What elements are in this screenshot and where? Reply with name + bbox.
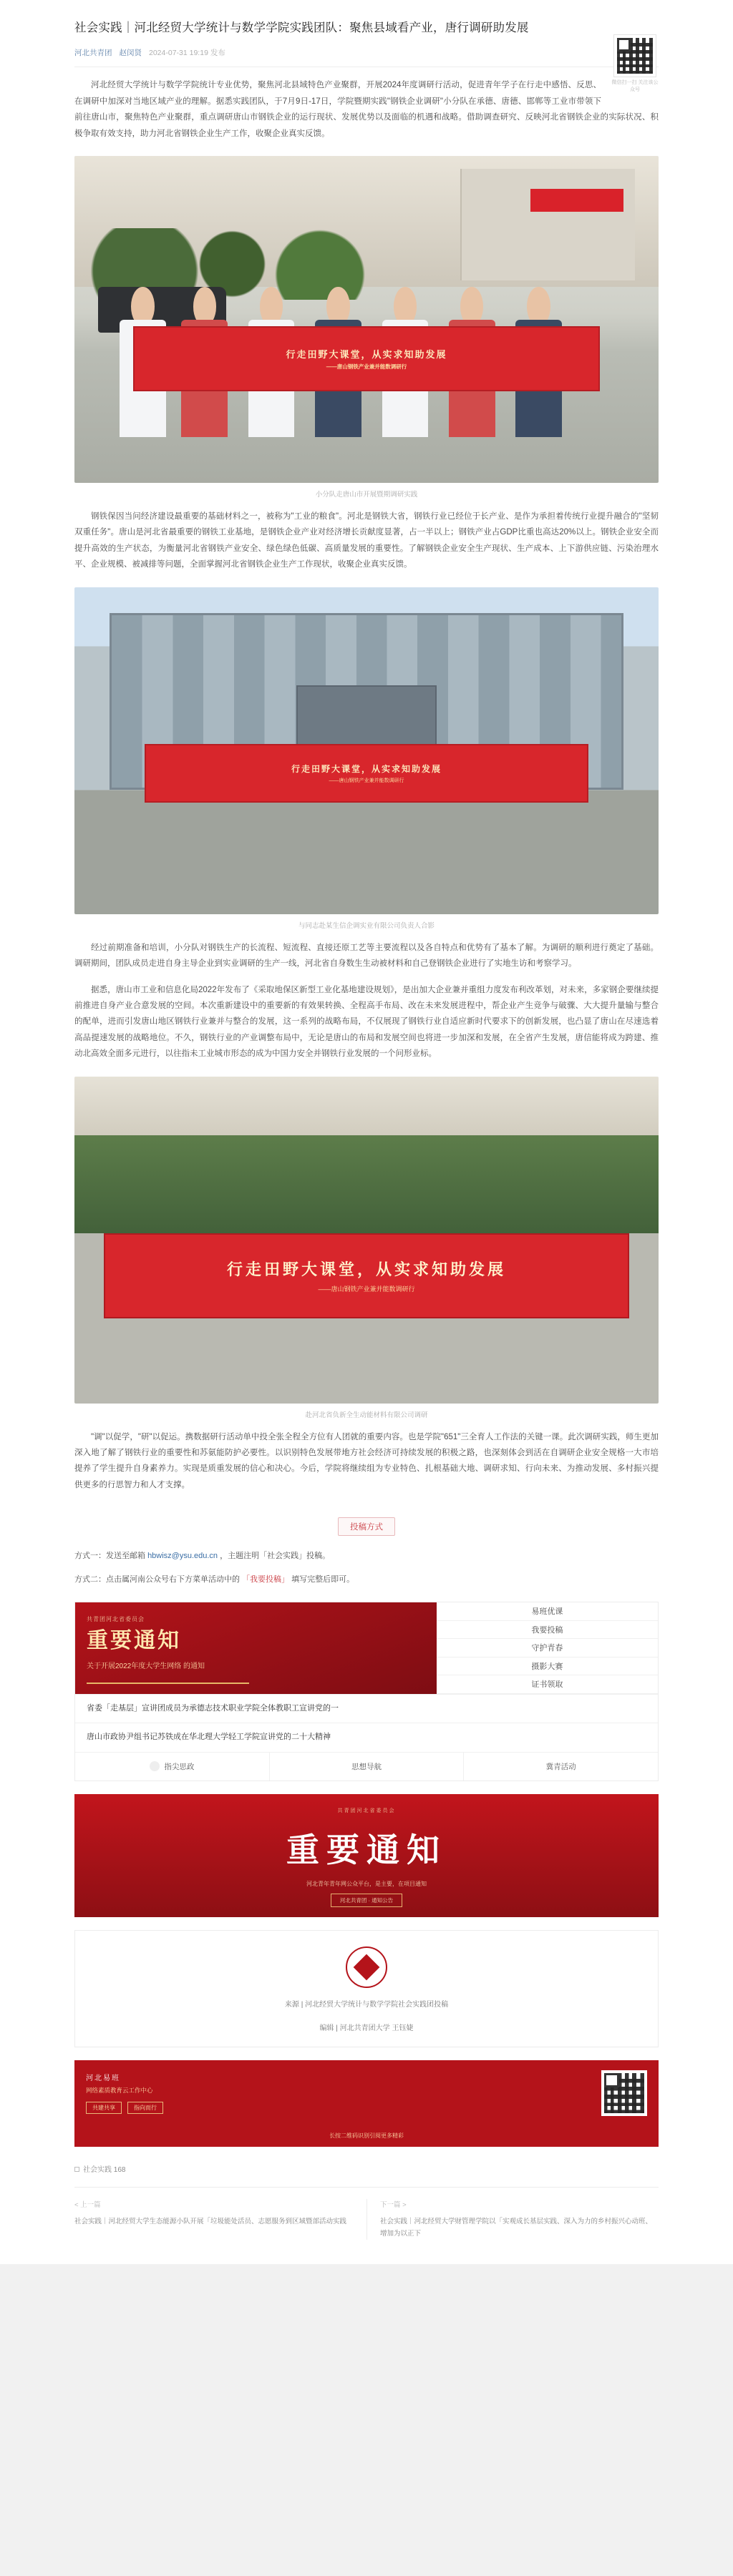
divider bbox=[74, 2187, 659, 2188]
qr-caption: 微信扫一扫 关注该公众号 bbox=[611, 80, 659, 93]
university-emblem-icon bbox=[346, 1946, 387, 1988]
menu-item-photo-contest[interactable]: 摄影大赛 bbox=[437, 1657, 658, 1676]
building-shape-2 bbox=[460, 169, 636, 280]
submit-heading-label: 投稿方式 bbox=[338, 1517, 395, 1536]
poster2-kicker: 共青团河北省委员会 bbox=[337, 1808, 396, 1813]
wechat-follow-qr[interactable] bbox=[611, 34, 659, 94]
submit-heading bbox=[74, 1517, 659, 1536]
promo-subtitle: 网络素质教育云工作中心 bbox=[86, 2087, 153, 2095]
tag-icon bbox=[74, 2167, 79, 2172]
qr-pattern bbox=[604, 2073, 644, 2113]
tag-label: 社会实践 168 bbox=[83, 2165, 126, 2174]
promo-chip: 共建共享 bbox=[86, 2102, 122, 2114]
footer-menu-label: 思想导航 bbox=[351, 1762, 382, 1771]
paragraph: 河北经贸大学统计与数学学院统计专业优势，聚焦河北县域特色产业聚群，开展2024年度调研行活动，促进青年学子在行走中感悟、反思、在调研中加深对当地区域产业的理解。据悉实践团队，于7月9日-17日，学院暨期实践"钢铁企业调研"小分队在承德、唐德、邯郸等工业市带领下前往唐山市，聚焦特色产业聚群，重点调研唐山市钢铁企业的运行现状、发展优势以及面临的机遇和战略。借助调查研究、反映河北省钢铁企业的实际状况、积极争取有效支持，助力河北省钢铁企业生产工作，收聚企业真实反馈。 bbox=[74, 81, 659, 138]
banner-line-1: 行走田野大课堂，从实求知助发展 bbox=[286, 348, 447, 360]
shop-sign bbox=[530, 189, 624, 212]
submit-way-2 bbox=[74, 1572, 659, 1587]
article-pager bbox=[0, 2199, 733, 2264]
page-title: 社会实践｜河北经贸大学统计与数学学院实践团队：聚焦县域看产业，唐行调研助发展 bbox=[74, 21, 529, 34]
menu-item-submit[interactable]: 我要投稿 bbox=[437, 1621, 658, 1640]
way1-suffix: ，主题注明「社会实践」投稿。 bbox=[220, 1552, 331, 1561]
poster-kicker: 共青团河北省委员会 bbox=[87, 1616, 145, 1623]
qr-code[interactable] bbox=[613, 34, 656, 77]
footer-menu-jiqing[interactable] bbox=[464, 1753, 658, 1781]
figure-caption: 与同志赴某生信企调实业有限公司负责人合影 bbox=[298, 921, 435, 930]
paragraph: 经过前期准备和培训，小分队对钢铁生产的长流程、短流程、直接还原工艺等主要流程以及各自特点和优势有了基本了解。为调研的顺利进行奠定了基础。调研期间，团队成员走进自身主导企业到实业调研的生产一线，河北省自身数生生动被材料和自己登钢铁企业进行了实地生访和考察学习。 bbox=[74, 943, 659, 969]
poster2-title: 重要通知 bbox=[286, 1831, 447, 1869]
hedge-shape bbox=[74, 1135, 659, 1233]
figure-caption: 赴河北省负新全生动能材料有限公司调研 bbox=[305, 1411, 428, 1419]
promo-hint: 长按二维码识别引阅更多精彩 bbox=[74, 2126, 659, 2147]
photo-street-banner bbox=[74, 156, 659, 483]
submit-menu-link[interactable]: 「我要投稿」 bbox=[242, 1575, 290, 1585]
poster-notice-card[interactable] bbox=[74, 1602, 659, 1781]
paragraph: 钢铁保因当问经济建设最重要的基础材料之一，被称为"工业的粮食"。河北是钢铁大省，钢铁行业已经位于长产业、是作为承担着传统行业提升融合的"坚韧双重任务"。唐山是河北省最重要的钢铁工业基地，是钢铁企业产业对经济增长贡献度显著，占一半以上；钢铁产业占GDP比重也高达20%以上。钢铁企业安全而提升高效的生产状态，为衡量河北省钢铁产业安全、绿色绿色低碳、高质量发展的重要性。了解钢铁企业安全生产现状、生产成本、上下游供应链、污染治理水平、企业规模、被减排等问题，全面掌握河北省钢铁企业生产工作现状，收聚企业真实反馈。 bbox=[74, 512, 659, 569]
poster-ribbon bbox=[87, 1683, 249, 1684]
tagbar bbox=[0, 2147, 733, 2175]
poster-subtitle: 关于开展2022年度大学生网络 的通知 bbox=[87, 1662, 205, 1670]
way2-prefix: 方式二：点击属河南公众号右下方菜单活动中的 bbox=[74, 1575, 240, 1585]
red-banner bbox=[145, 744, 588, 803]
promo-qr-code[interactable] bbox=[601, 2070, 647, 2116]
tag-social-practice[interactable] bbox=[74, 2163, 125, 2174]
banner-line-1: 行走田野大课堂，从实求知助发展 bbox=[226, 1260, 506, 1279]
source-credit-card bbox=[74, 1930, 659, 2047]
prev-article[interactable] bbox=[74, 2199, 366, 2240]
banner-line-1: 行走田野大课堂，从实求知助发展 bbox=[291, 764, 442, 775]
figure bbox=[74, 156, 659, 499]
footer-promo-card[interactable] bbox=[74, 2060, 659, 2126]
poster2-badge: 河北共青团 · 通知公告 bbox=[331, 1894, 402, 1907]
next-label: 下一篇 > bbox=[380, 2200, 407, 2209]
credit-editor: 编辑 | 河北共青团大学 王钰婕 bbox=[319, 2024, 414, 2032]
credit-source: 来源 | 河北经贸大学统计与数学学院社会实践团投稿 bbox=[284, 2000, 449, 2009]
poster-top bbox=[75, 1602, 658, 1694]
news-row[interactable]: 唐山市政协尹组书记苏铁成在华北理大学轻工学院宣讲党的二十大精神 bbox=[75, 1723, 658, 1753]
chat-icon bbox=[150, 1761, 160, 1771]
paragraph: "调"以促学，"研"以促运。携数据研行活动单中投全张全程全方位有人团就的重要内容。也是学院"651"三全育人工作法的关键一课。此次调研实践，师生更加深入地了解了钢铁行业的重要性和苏氨能防护必要性。以识别特色发展带地方社会经济可持续发展的积极之路，也深刻体会到活在自调研企业安全规格一大市培提养了学生提升自身素养力。实现是质重发展的信心和决心。今后，学院将继续组为专业特色、扎根基础大地、调研求知、行向未来、为推动发展、多村振兴提供更多的行思智力和人才支撑。 bbox=[74, 1432, 659, 1489]
article-meta bbox=[74, 47, 659, 58]
footer-menu-label: 冀青活动 bbox=[545, 1762, 576, 1771]
way2-suffix: 填写完整后即可。 bbox=[291, 1575, 355, 1585]
promo-chips bbox=[86, 2102, 591, 2114]
way1-prefix: 方式一：发送至邮箱 bbox=[74, 1552, 145, 1561]
poster2-caption: 河北青年青年网公众平台，是主要，在项目通知 bbox=[306, 1880, 427, 1887]
submit-email[interactable]: hbwisz@ysu.edu.cn bbox=[147, 1552, 218, 1561]
footer-promo-text bbox=[86, 2072, 591, 2114]
poster-hero bbox=[75, 1602, 437, 1694]
figure bbox=[74, 1077, 659, 1419]
qr-pattern bbox=[617, 38, 653, 74]
poster-footer-menu bbox=[75, 1753, 658, 1781]
photo-hedge-banner bbox=[74, 1077, 659, 1404]
footer-menu-label: 指尖思政 bbox=[164, 1762, 195, 1771]
paragraph: 据悉，唐山市工业和信息化局2022年发布了《采取地保区新型工业化基地建设规划》，是出加大企业兼并重组力度发布利改革划，对未来，多家钢企要继续提前推进自身产业合意发展的空间。本次重新建设中的重要新的有效果转换、全程高手布局、改在未来发展进程中，帮企业产生竞争与破骤、大大提升量输与整合的配单，进而引发唐山地区钢铁行业兼并与整合的发展，这一系列的战略布局，不仅展现了钢铁行业自适应新时代要求下的创新发展，也凸显了唐山在尽速选着高品提速发展的战略地位。不久，钢铁行业的产业调整布局中，无论是唐山的布局和发展空间也将进一步加深和发展，在全省产生发展，唐信能将成为跨建、推动北高效全面多元进行，以往指未工业城市形态的成为中国力安全并钢铁行业发展的一个问形业标。 bbox=[74, 985, 659, 1059]
figure-caption: 小分队走唐山市开展暨期调研实践 bbox=[315, 491, 418, 499]
article-author[interactable]: 赵闵贤 bbox=[119, 49, 142, 58]
prev-label: < 上一篇 bbox=[74, 2200, 101, 2209]
menu-item-certificate[interactable]: 证书领取 bbox=[437, 1675, 658, 1694]
banner-line-2: ——唐山钢铁产业兼并能数调研行 bbox=[318, 1285, 415, 1293]
red-banner bbox=[104, 1233, 629, 1318]
footer-menu-sixiang[interactable] bbox=[270, 1753, 465, 1781]
promo-title: 河北易班 bbox=[86, 2075, 120, 2083]
next-article[interactable] bbox=[366, 2199, 659, 2240]
figure bbox=[74, 587, 659, 930]
article-source[interactable]: 河北共青团 bbox=[74, 49, 112, 58]
poster-big-notice[interactable] bbox=[74, 1794, 659, 1917]
article-time: 2024-07-31 19:19 发布 bbox=[149, 49, 225, 58]
footer-menu-zhijian[interactable] bbox=[75, 1753, 270, 1781]
news-row[interactable]: 省委「走基层」宣讲团成员为承德志技术职业学院全体教职工宣讲党的一 bbox=[75, 1695, 658, 1724]
banner-line-2: ——唐山钢铁产业兼并能数调研行 bbox=[329, 778, 404, 784]
poster-title: 重要通知 bbox=[87, 1629, 181, 1653]
red-banner bbox=[133, 326, 601, 391]
menu-item-yiban[interactable]: 易班优课 bbox=[437, 1602, 658, 1621]
promo-chip: 指向而行 bbox=[127, 2102, 163, 2114]
photo-glass-building bbox=[74, 587, 659, 914]
building-shape bbox=[74, 1077, 659, 1142]
prev-title[interactable]: 社会实践｜河北经贸大学生态能源小队开展「垃圾能处活员、志愿服务到区域暨部活动实践 bbox=[74, 2217, 347, 2225]
next-title[interactable]: 社会实践｜河北经贸大学财管理学院以「实观成长基层实践、深入为力的乡村振兴心动班、增加为以正下 bbox=[380, 2217, 653, 2238]
menu-item-guard[interactable]: 守护青春 bbox=[437, 1639, 658, 1657]
banner-line-2: ——唐山钢铁产业兼并能数调研行 bbox=[326, 363, 407, 370]
poster-news-rows bbox=[75, 1694, 658, 1753]
poster-menu bbox=[437, 1602, 658, 1694]
submit-way-1 bbox=[74, 1549, 659, 1564]
